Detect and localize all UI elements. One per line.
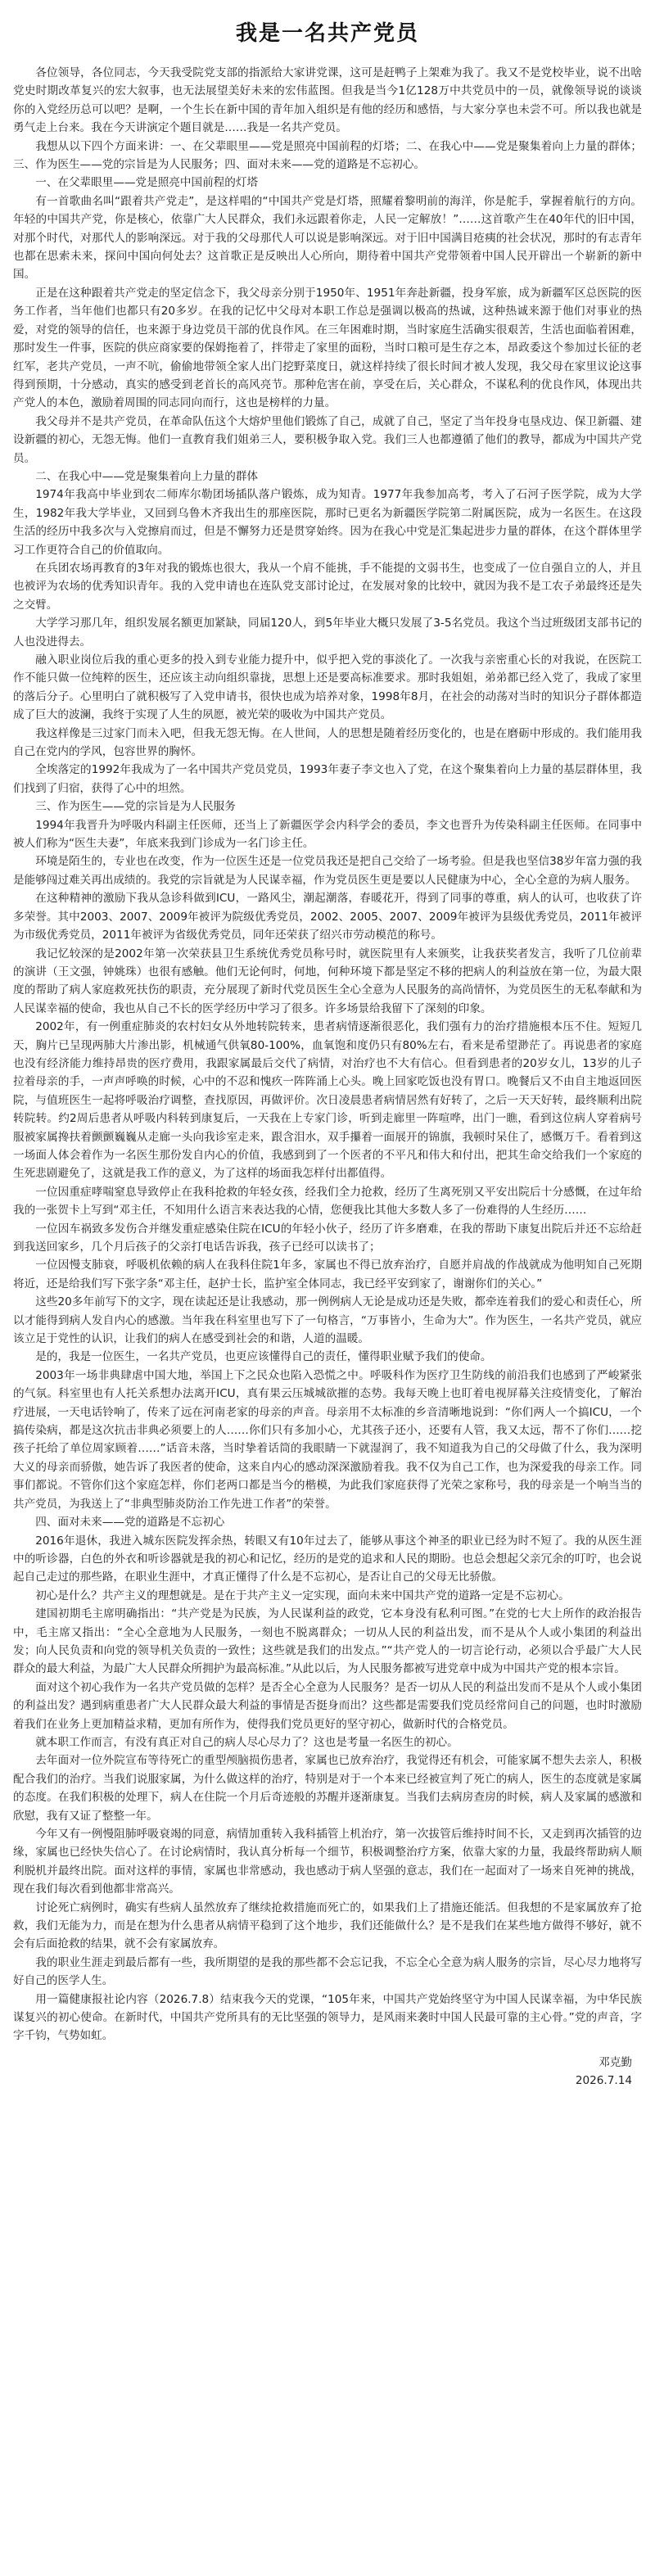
paragraph: 建国初期毛主席明确指出：“共产党是为民族，为人民谋利益的政党，它本身没有私利可图。”在党的七大上所作的政治报告中，毛主席又指出：“全心全意地为人民服务，一刻也不脱离群众；一切从人民的利益出发，而不是从个人或小集团的利益出发；向人民负责和向党的领导机关负责的一致性；这些就是我们的出发点。”“共产党人的一切言论行动，必须以合乎最广大人民群众的最大利益，为最广大人民群众所拥护为最高标准。”从此以后，为人民服务都被写进党章中成为中国共产党的根本宗旨。	[13, 1607, 642, 1676]
paragraph: 我的职业生涯走到最后都有一些，我所期望的是我的那些都不会忘记我，不忘全心全意为病人服务的宗旨，尽心尽力地将写好自己的医学人生。	[13, 1955, 642, 1988]
paragraph: 全埃落定的1992年我成为了一名中国共产党员党员，1993年妻子李文也入了党，在这个聚集着向上力量的基层群体里，我们找到了归宿，获得了心中的坦然。	[13, 763, 642, 795]
paragraph: 有一首歌曲名叫“跟着共产党走”，是这样唱的“中国共产党是灯塔，照耀着黎明前的海洋，你是舵手，掌握着航行的方向。年轻的中国共产党，你是核心，依靠广大人民群众，我们永远跟着你走，人民一定解放！”……这首歌产生在40年代的旧中国，对那个时代，对那代人的影响深远。对于我的父母那代人可以说是影响深远。对于旧中国满目疮痍的社会状况，那时的有志青年也都在思索未来，探问中国向何处去？这首歌正是反映出人心所向，期待着中国共产党带领着中国人民开辟出一个崭新的新中国。	[13, 194, 642, 282]
paragraph: 去年面对一位外院宣布等待死亡的重型颅脑损伤患者，家属也已放弃治疗，我觉得还有机会，可能家属不想失去亲人，积极配合我们的治疗。当我们说服家属，为什么做这样的治疗，特别是对于一个本来已经被宣判了死亡的病人，医生的态度就是家属的态度。在我们积极的处理下，病人在住院一个月后奇迹般的苏醒并逐渐康复。当我们去病房查房的时候，病人及家属的感激和欣慰，我有又证了整整一年。	[13, 1754, 642, 1823]
paragraph: 是的，我是一位医生，一名共产党员，也更应该懂得自己的责任，懂得职业赋予我们的使命。	[35, 1350, 492, 1364]
paragraph: 各位领导，各位同志，今天我受院党支部的指派给大家讲党课，这可是赶鸭子上架难为我了。我又不是党校毕业，说不出啥党史时期改革复兴的宏大叙事，也无法展望美好未来的宏伟蓝图。但我是当今1亿128万中共党员中的一员，就像领导说的谈谈你的入党经历总可以吧？是啊，一个生长在新中国的青年加入组织是有他的经历和感悟，与大家分享也未尝不可。所以我也就是勇气走上台来。我在今天讲演定个题目就是……我是一名共产党员。	[13, 66, 642, 135]
paragraph: 2003年一场非典肆虐中国大地，举国上下之民众也陷入恐慌之中。呼吸科作为医疗卫生防线的前沿我们也感到了严峻紧张的气氛。科室里也有人托关系想办法离开ICU，真有果云压城城欲摧的态势。我每天晚上也盯着电视屏幕关注疫情变化，了解治疗进展，一天电话铃响了，传来了远在河南老家的母亲的声音。母亲用不太标准的乡音清晰地说到：“你们两人一个搞ICU，一个搞传染病，都是这次抗击非典必须要上的人……你们只有多加小心，尤其孩子还小，还要有人管，我又太远，帮不了你们……挖孩子托给了单位周家顾着……”话音未落，当时挚着话筒的我眼睛一下就湿润了，我不知道我为自己的父母做了什么，我为深明大义的母亲而骄傲，她告诉了我医者的使命，这来自内心的感动深深激励着我。我不仅为自己工作，也为深爱我的母亲工作。同事们都说。不管你们这个家庭怎样，你们老两口都是当今的楷模，为此我们家庭获得了光荣之家称号，我的母亲是一个响当当的共产党员，为我送上了“非典型肺炎防治工作先进工作者”的荣誉。	[13, 1368, 642, 1511]
document-title: 我是一名共产党员	[235, 21, 419, 46]
paragraph: 在兵团农场再教育的3年对我的锻炼也很大，我从一个肩不能挑，手不能提的文弱书生，也变成了一位自强自立的人，并且也被评为农场的优秀知识青年。我的入党申请也在连队党支部讨论过，在发展对象的比较中，就因为我不是工农子弟最终还是失之交臂。	[13, 561, 642, 612]
signature-block	[13, 2054, 642, 2090]
paragraph: 大学学习那几年，组织发展名额更加紧缺，同届120人，到5年毕业大概只发展了3-5名党员。我这个当过班级团支部书记的人也没进得去。	[13, 617, 642, 649]
paragraph: 正是在这种跟着共产党走的坚定信念下，我父母亲分别于1950年、1951年奔赴新疆，投身军旅，成为新疆军区总医院的医务工作者，当年他们也都只有20多岁。在我的记忆中父母对本职工作总是强调以极高的热诚，这种热诚来源于他们对事业的热爱，对党的领导的信任，也来源于身边党员干部的优良作风。在三年困难时期，当时家庭生活确实很艰苦，生活也面临着困难，那时发生一件事，医院的供应商家要的保姆拖着了，拌带走了家里的面粉，当时口粮可是生存之本，昂政委这个参加过长征的老红军，老共产党员，一声不吭，偷偷地带领全家人出门挖野菜度日，就这样持续了很长时间才被人发现，我父母在家里议论这事得到预期，十分感动，真实的感受到老首长的高风亮节。那种危害在前，享受在后，关心群众，不谋私利的优良作风，体现出共产党人的本色，激励着周围的同志同向而行，这也是榜样的力量。	[13, 286, 642, 410]
paragraph: 2002年，有一例重症肺炎的农村妇女从外地转院转来，患者病情逐渐很恶化，我们强有力的治疗措施根本压不住。短短几天，胸片已呈现两肺大片渗出影，机械通气供氧80-100%，血氧饱和度仍只有80%左右，看来是希望渺茫了。再说患者的家庭也没有经济能力维持昂贵的医疗费用，我跟家属最后交代了病情，对治疗也不大有信心。但看到患者的20岁女儿，13岁的儿子拉着母亲的手，一声声呼唤的时候，心中的不忍和愧疚一阵阵涌上心头。晚上回家吃饭也没有胃口。晚餐后又不由自主地返回医院，与值班医生一起将呼吸治疗调整，查找原因，再做评价。次日凌晨患者病情居然有好转了，之后一天天好转，最终顺利出院转院转。约2周后患者从呼吸内科转到康复后，一天我在上专家门诊，听到走廊里一阵喧哗，出门一瞧，看到这位病人穿着病号服被家属搀扶着颤颤巍巍从走廊一头向我诊室走来，跟含泪水，双手攥着一面展开的锦旗，我顿时呆住了，感慨万千。看着到这一场面人体会着作为一名医生那份发自内心的价值，我感到到了一个医者的不平凡和伟大和付出，把其生命交给我们一个家庭的生死悲剧避免了，这就是我工作的意义，为了这样的场面我怎样付出都值得。	[13, 1020, 642, 1181]
paragraph: 一位因重症哮喘窒息导致停止在我科抢救的年轻女孩，经我们全力抢救，经历了生离死别又平安出院后十分感慨，在过年给我的一张贺卡上写到“邓主任，不知用什么语言来表达我的心情，您便我比其他大多数人多了一份难得的人生经历……	[13, 1185, 642, 1218]
paragraph: 面对这个初心我作为一名共产党员做的怎样？是否全心全意为人民服务？是否一切从人民的利益出发而不是从个人或小集团的利益出发？遇到病重患者广大人民群众最大利益的事情是否挺身而出？这些都是需要我们党员经常问自己的问题，也时时激励着我们在业务上更加精益求精，更加有所作为，使得我们党员更好的坚守初心，做新时代的合格党员。	[13, 1680, 642, 1731]
paragraph: 今年又有一例慢阻肺呼吸衰竭的同意，病情加重转入我科插管上机治疗，第一次拔管后维持时间不长，又走到再次插管的边缘，家属也已经快失信心了。在讨论病情时，我认真分析每一个细节，积极调整治疗方案，依靠大家的力量，我最终帮助病人顺利脱机并最终出院。面对这样的事情，家属也非常感动，我也感动于病人坚强的意志，我们在一起面对了一场来自死神的挑战，现在我们每次看到他都非常高兴。	[13, 1828, 642, 1896]
section-heading: 三、作为医生——党的宗旨是为人民服务	[35, 800, 236, 814]
section-heading: 四、面对未来——党的道路是不忘初心	[35, 1516, 225, 1530]
paragraph: 我想从以下四个方面来讲：一、在父辈眼里——党是照亮中国前程的灯塔；二、在我心中——党是聚集着向上力量的群体；三、作为医生——党的宗旨是为人民服务；四、面对未来——党的道路是不忘初心。	[13, 139, 642, 172]
paragraph: 在这种精神的激励下我从急诊科做到ICU，一路风尘，潮起潮落，春暖花开，得到了同事的尊重，病人的认可，也收获了许多荣誉。其中2003、2007、2009年被评为院级优秀党员，2002、2005、2007、2009年被评为县级优秀党员，2011年被评为市级优秀党员，2011年被评为省级优秀党员，同年还荣获了绍兴市劳动模范的称号。	[13, 892, 642, 942]
paragraph: 一位因慢支肺衰，呼吸机依赖的病人在我科住院1年多，家属也不得已放弃治疗，自愿并肩战的作战就成为他明知自己死期将近，还是给我们写下张字条“邓主任，赵护士长，监护室全体同志，我已经平安到家了，谢谢你们的关心。”	[13, 1259, 642, 1290]
paragraph: 2016年退休，我进入城东医院发挥余热，转眼又有10年过去了，能够从事这个神圣的职业已经为时不短了。我的从医生涯中的听诊器，白色的外衣和听诊器就是我的初心和记忆，经历的是党的追求和人民的期盼。也总会想起父亲冗余的叮咛，也会说起自己走过的那些路，在职业生涯中，才真正懂得了什么是不忘初心，是否让自己的父母无比骄傲。	[13, 1534, 642, 1584]
paragraph: 就本职工作而言，有没有真正对自己的病人尽心尽力了？这也是考量一名医生的初心。	[35, 1735, 458, 1749]
paragraph: 这些20多年前写下的文字，现在读起还是让我感动，那一例例病人无论是成功还是失败，都牵连着我们的爱心和责任心，所以才能得到病人发自内心的感激。当年我在科室里也写下了一句格言，“万事皆小，生命为大”。作为医生，一名共产党员，就应该立足于党性的认识，让我们的病人在感受到社会的和谐，人道的温暖。	[13, 1295, 642, 1346]
section-heading: 一、在父辈眼里——党是照亮中国前程的灯塔	[35, 176, 259, 190]
paragraph: 融入职业岗位后我的重心更多的投入到专业能力提升中，似乎把入党的事淡化了。一次我与亲密重心长的对我说，在医院工作不能只做一位纯粹的医生，还应该主动向组织靠拢，思想上还是要高标准要求。那时我姐姐，弟弟都已经入党了，我成了家里的落后分子。心里明白了就积极写了入党申请书，很快也成为培养对象，1998年8月，在社会的动荡对当时的知识分子群体都造成了巨大的波澜，我终于实现了人生的夙愿，被光荣的吸收为中国共产党员。	[13, 653, 642, 722]
paragraph: 环境是陌生的，专业也在改变，作为一位医生还是一位党员我还是把自己交给了一场考验。但是我也坚信38岁年富力强的我是能够闯过难关再出成绩的。我党的宗旨就是为人民谋幸福，作为党员医生更是要以人民健康为中心，全心全意的为病人服务。	[13, 855, 642, 887]
paragraph: 我记忆较深的是2002年第一次荣获县卫生系统优秀党员称号时，就医院里有人来颁奖，让我获奖者发言，我听了几位前辈的演讲（王文强，钟姚珠）也很有感触。他们无论何时，何地，何种环境下都是坚定不移的把病人的利益放在第一位，为最大限度的帮助了病人家庭救死扶伤的职责，充分展现了新时代党员医生全心全意为人民服务的高尚情怀，为党员医生的无私奉献和为人民谋幸福的使命，我也从自己不长的医学经历中学习了很多。许多场景给我留下了深刻的印象。	[13, 947, 642, 1015]
paragraph: 1994年我晋升为呼吸内科副主任医师，还当上了新疆医学会内科学会的委员，李文也晋升为传染科副主任医师。在同事中被人们称为“医生夫妻”，年底来我到门诊成为一名门诊主任。	[13, 818, 642, 851]
author-name: 邓克勤	[599, 2055, 632, 2069]
paragraph: 用一篇健康报社论内容（2026.7.8）结束我今天的党课，“105年来，中国共产党始终坚守为中国人民谋幸福，为中华民族谋复兴的初心使命。在新时代，中国共产党所具有的无比坚强的领导力，是风雨来袭时中国人民最可靠的主心骨。”党的声音，字字千钧，气势如虹。	[13, 1992, 642, 2043]
section-heading: 二、在我心中——党是聚集着向上力量的群体	[35, 469, 259, 483]
document-body	[13, 64, 642, 2045]
paragraph: 我这样像是三过家门而未入吧，但我无怨无悔。在人世间，人的思想是随着经历变化的，也是在磨砺中形成的。我们能用我自己在党内的学风，包容世界的胸怀。	[13, 726, 642, 759]
paragraph: 一位因车祸致多发伤合并继发重症感染住院在ICU的年轻小伙子，经历了许多磨难，在我的帮助下康复出院后并还不忘给赶到我送回家乡，几个月后孩子的父亲打电话告诉我，孩子已经可以读书了；	[13, 1222, 642, 1254]
signature-date: 2026.7.14	[575, 2073, 632, 2087]
paragraph: 1974年我高中毕业到农二师库尔勒团场插队落户锻炼，成为知青。1977年我参加高考，考入了石河子医学院，成为大学生，1982年我大学毕业，又回到乌鲁木齐我出生的那座医院，那时已更名为新疆医学院第二附属医院，成为一名医生。在这段生活的经历中我多次与入党擦肩而过，但是不懈努力还是贯穿始终。因为在我心中党是汇集起进步力量的群体，在这个群体里学习工作更符合自己的价值取向。	[13, 488, 642, 557]
paragraph: 我父母并不是共产党员，在革命队伍这个大熔炉里他们锻炼了自己，成就了自己，坚定了当年投身屯垦戍边、保卫新疆、建设新疆的初心，无怨无悔。他们一直教育我们姐弟三人，要积极争取入党。我们三人也都遵循了他们的教导，都成为中国共产党员。	[13, 414, 642, 465]
paragraph: 讨论死亡病例时，确实有些病人虽然放弃了继续抢救措施而死亡的，如果我们上了措施还能活。但我想的不是家属放弃了抢救，我们无能为力，而是在想为什么患者从病情平稳到了这个地步，我们还能做什么？是不是我们在某些地方做得不够好，就不会有后面抢救的结果，就不会有家属放弃。	[13, 1900, 642, 1951]
paragraph: 初心是什么？共产主义的理想就是。是在于共产主义一定实现，面向未来中国共产党的道路一定是不忘初心。	[35, 1589, 570, 1602]
